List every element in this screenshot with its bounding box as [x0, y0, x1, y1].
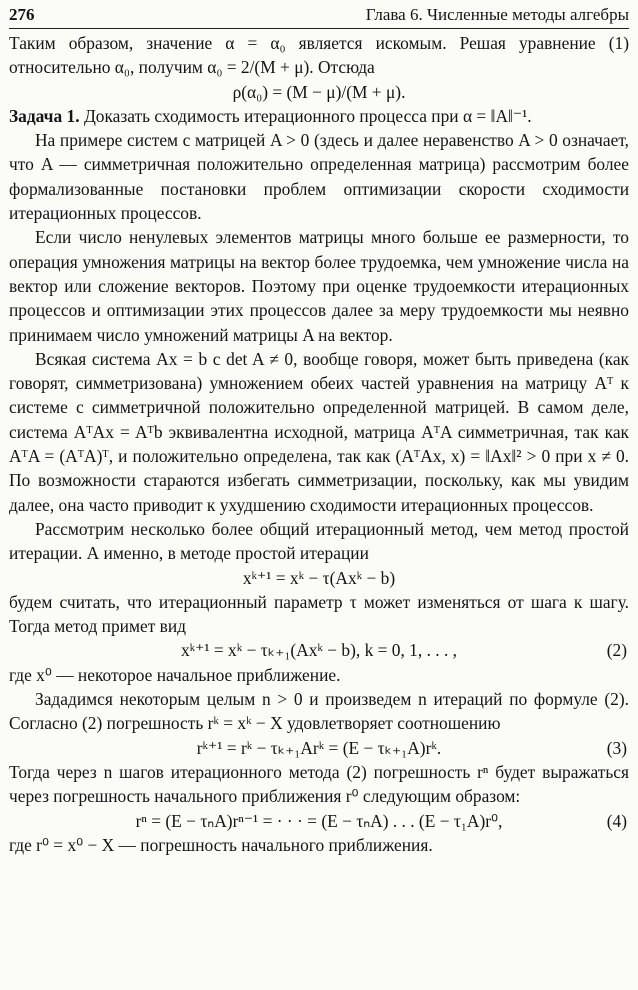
paragraph-2: На примере систем с матрицей A > 0 (здесь и далее неравенство A > 0 означает, что A — симметричная положительно определенная матрица) рассмотрим более формализованные постановки проблем оптимизации скорости сходимости итерационных процессов. [9, 130, 629, 224]
equation-2-body: xᵏ⁺¹ = xᵏ − τₖ₊₁(Axᵏ − b), k = 0, 1, . . . , [180, 640, 458, 661]
paragraph-7: где x⁰ — некоторое начальное приближение. [9, 664, 341, 685]
paragraph-5: Рассмотрим несколько более общий итерационный метод, чем метод простой итерации. А именно, в методе простой итерации [9, 518, 629, 564]
page-number: 276 [9, 5, 35, 24]
equation-simple-iteration: xᵏ⁺¹ = xᵏ − τ(Axᵏ − b) [242, 567, 396, 588]
task-1 [9, 104, 629, 128]
equation-3 [9, 736, 629, 760]
paragraph-10: где r⁰ = x⁰ − X — погрешность начального приближения. [9, 834, 433, 855]
equation-4 [9, 809, 629, 833]
paragraph-3: Если число ненулевых элементов матрицы много больше ее размерности, то операция умножения матрицы на вектор более трудоемка, чем умножение числа на вектор или сложение векторов. Поэтому при оценке трудоемкости итерационных процессов и оптимизации этих процессов далее за меру трудоемкости мы неявно принимаем число умножений матрицы A на вектор. [9, 227, 629, 345]
paragraph-6: будем считать, что итерационный параметр τ может изменяться от шага к шагу. Тогда метод примет вид [9, 591, 629, 637]
equation-4-body: rⁿ = (E − τₙA)rⁿ⁻¹ = · · · = (E − τₙA) . . . (E − τ₁A)r⁰, [135, 810, 503, 831]
task-text: Доказать сходимость итерационного процесса при α = ‖A‖⁻¹. [83, 105, 532, 126]
page-body [9, 31, 629, 857]
paragraph-9: Тогда через n шагов итерационного метода (2) погрешность rⁿ будет выражаться через погрешность начального приближения r⁰ следующим образом: [9, 761, 629, 807]
task-label: Задача 1. [9, 105, 80, 126]
equation-2 [9, 638, 629, 662]
equation-3-number: (3) [606, 737, 627, 758]
paragraph-8: Зададимся некоторым целым n > 0 и произведем n итераций по формуле (2). Согласно (2) погрешность rᵏ = xᵏ − X удовлетворяет соотношению [9, 689, 629, 734]
equation-rho: ρ(α₀) = (M − μ)/(M + μ). [232, 81, 406, 102]
equation-2-number: (2) [606, 640, 627, 661]
equation-4-number: (4) [606, 810, 627, 831]
chapter-title: Глава 6. Численные методы алгебры [365, 5, 629, 24]
paragraph-1: Таким образом, значение α = α₀ является искомым. Решая уравнение (1) относительно α₀, получим α₀ = 2/(M + μ). Отсюда [9, 33, 629, 78]
equation-3-body: rᵏ⁺¹ = rᵏ − τₖ₊₁Arᵏ = (E − τₖ₊₁A)rᵏ. [196, 737, 442, 758]
paragraph-4: Всякая система Ax = b с det A ≠ 0, вообще говоря, может быть приведена (как говорят, симметризована) умножением обеих частей уравнения на матрицу Aᵀ к системе с симметричной положительно определенной матрицей. В самом деле, система AᵀAx = Aᵀb эквивалентна исходной, матрица AᵀA симметричная, так как AᵀA = (AᵀA)ᵀ, и положительно определена, так как (AᵀAx, x) = ‖Ax‖² > 0 при x ≠ 0. По возможности стараются избегать симметризации, поскольку, как мы увидим далее, она часто приводит к ухудшению сходимости итерационных процессов. [9, 348, 629, 515]
page-header [9, 4, 629, 29]
